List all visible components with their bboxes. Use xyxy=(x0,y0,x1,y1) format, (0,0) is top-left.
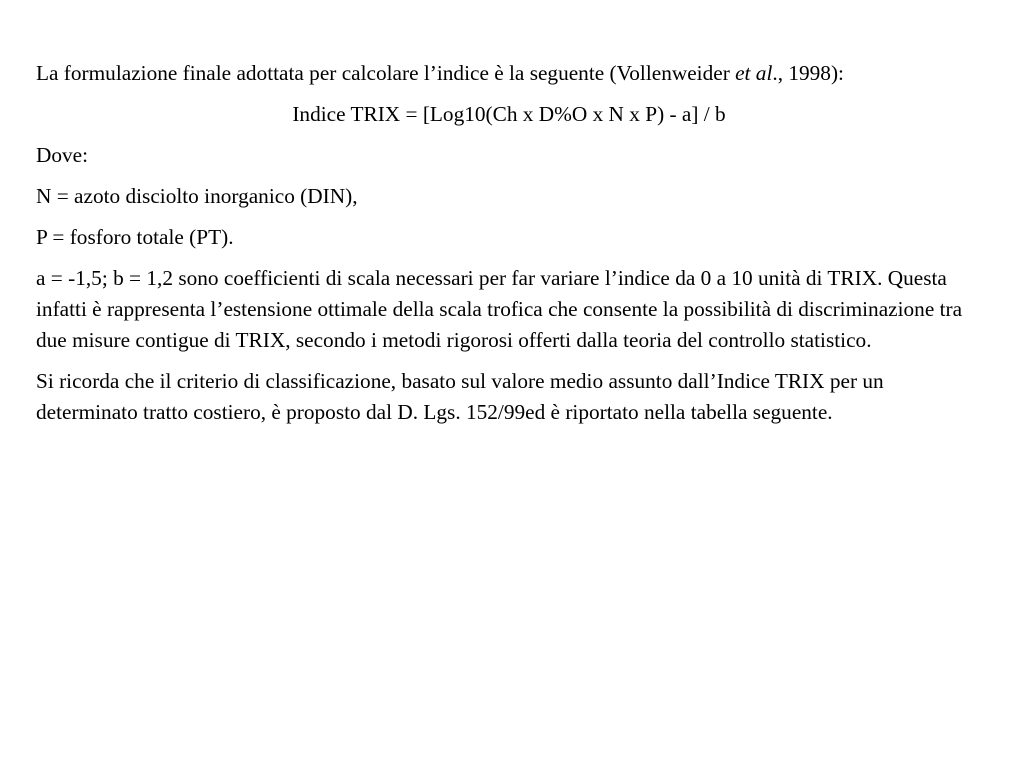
intro-paragraph xyxy=(36,58,982,89)
trix-formula: Indice TRIX = [Log10(Ch x D%O x N x P) - a] / b xyxy=(292,102,726,126)
dove-label: Dove: xyxy=(36,143,89,167)
n-definition: N = azoto disciolto inorganico (DIN), xyxy=(36,184,358,208)
document-page xyxy=(36,58,982,438)
et-al-italic: et al xyxy=(735,61,773,85)
coefficients-paragraph: a = -1,5; b = 1,2 sono coefficienti di scala necessari per far variare l’indice da 0 a 10 unità di TRIX. Questa infatti è rappresenta l’estensione ottimale della scala trofica che consente la possibilità di discriminazione tra due misure contigue di TRIX, secondo i metodi rigorosi offerti dalla teoria del controllo statistico. xyxy=(36,266,963,352)
intro-citation-year: ., 1998): xyxy=(772,61,844,85)
classification-paragraph: Si ricorda che il criterio di classificazione, basato sul valore medio assunto dall’Indice TRIX per un determinato tratto costiero, è proposto dal D. Lgs. 152/99ed è riportato nella tabella seguente. xyxy=(36,369,884,424)
p-definition: P = fosforo totale (PT). xyxy=(36,225,234,249)
intro-text: La formulazione finale adottata per calcolare l’indice è la seguente (Vollenweider xyxy=(36,61,736,85)
